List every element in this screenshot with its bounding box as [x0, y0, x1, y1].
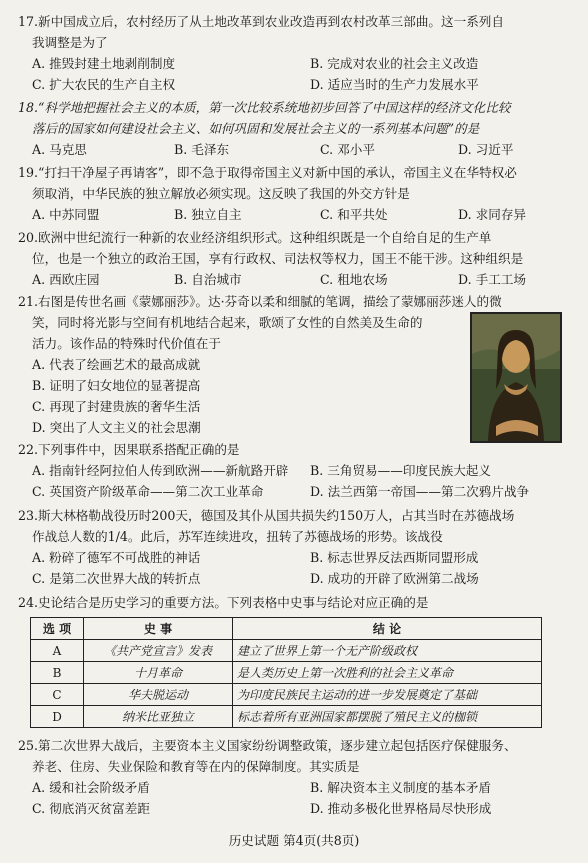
question-23: [18, 505, 574, 589]
option-b: B. 三角贸易——印度民族大起义: [310, 463, 491, 478]
table-cell: 华夫脱运动: [84, 684, 233, 706]
option-a: A. 中苏同盟: [32, 207, 100, 222]
question-text: 22.下列事件中，因果联系搭配正确的是: [18, 442, 240, 457]
table-header: 史 事: [84, 618, 233, 640]
option-d: D. 手工工场: [458, 272, 527, 287]
question-22: [18, 439, 574, 502]
question-19: [18, 162, 574, 225]
question-25: [18, 735, 574, 819]
option-b: B. 毛泽东: [174, 142, 230, 157]
option-d: D. 习近平: [458, 142, 514, 157]
option-a: A. 马克思: [32, 142, 87, 157]
table-cell: 《共产党宣言》发表: [84, 640, 233, 662]
question-text: 作战总人数的1/4。此后，苏军连续进攻，扭转了苏德战场的形势。该战役: [32, 529, 443, 544]
option-c: C. 是第二次世界大战的转折点: [32, 571, 201, 586]
table-cell: 为印度民族民主运动的进一步发展奠定了基础: [233, 684, 542, 706]
question-text: 位，也是一个独立的政治王国，享有行政权、司法权等权力，国王不能干涉。这种组织是: [32, 251, 524, 266]
table-cell: 标志着所有亚洲国家都摆脱了殖民主义的枷锁: [233, 706, 542, 728]
table-cell: A: [31, 640, 84, 662]
question-20: [18, 227, 574, 290]
question-text: 17.新中国成立后，农村经历了从土地改革到农业改造再到农村改革三部曲。这一系列自: [18, 14, 504, 29]
option-b: B. 证明了妇女地位的显著提高: [32, 378, 201, 393]
table-row: [31, 706, 542, 728]
option-a: A. 西欧庄园: [32, 272, 100, 287]
history-table: [30, 617, 542, 728]
table-row: [31, 640, 542, 662]
question-text: 笑，同时将光影与空间有机地结合起来，歌颂了女性的自然美及生命的: [32, 315, 423, 330]
option-c: C. 租地农场: [320, 272, 388, 287]
page-footer: 历史试题 第4页(共8页): [228, 833, 360, 848]
question-24: [18, 592, 574, 613]
option-a: A. 缓和社会阶级矛盾: [32, 780, 150, 795]
option-a: A. 指南针经阿拉伯人传到欧洲——新航路开辟: [32, 463, 289, 478]
question-text: 养老、住房、失业保险和教育等在内的保障制度。其实质是: [32, 759, 360, 774]
table-cell: D: [31, 706, 84, 728]
option-c: C. 扩大农民的生产自主权: [32, 77, 176, 92]
table-header: 选 项: [31, 618, 84, 640]
option-b: B. 标志世界反法西斯同盟形成: [310, 550, 479, 565]
option-b: B. 自治城市: [174, 272, 242, 287]
option-c: C. 英国资产阶级革命——第二次工业革命: [32, 484, 264, 499]
question-text: 须取消，中华民族的独立解放必须实现。这反映了我国的外交方针是: [32, 186, 410, 201]
option-a: A. 推毁封建土地剥削制度: [32, 56, 176, 71]
table-header: 结 论: [233, 618, 542, 640]
table-cell: C: [31, 684, 84, 706]
option-c: C. 和平共处: [320, 207, 388, 222]
option-d: D. 成功的开辟了欧洲第二战场: [310, 571, 479, 586]
option-c: C. 彻底消灭贫富差距: [32, 801, 150, 816]
question-text: 21.右图是传世名画《蒙娜丽莎》。达·芬奇以柔和细腻的笔调，描绘了蒙娜丽莎迷人的微: [18, 294, 502, 309]
question-text: 18.“科学地把握社会主义的本质，第一次比较系统地初步回答了中国这样的经济文化比较: [18, 100, 511, 115]
option-d: D. 突出了人文主义的社会思潮: [32, 420, 201, 435]
question-text: 落后的国家如何建设社会主义、如何巩固和发展社会主义的一系列基本问题”的是: [32, 121, 480, 136]
option-c: C. 再现了封建贵族的奢华生活: [32, 399, 201, 414]
question-text: 23.斯大林格勒战役历时200天，德国及其仆从国共损失约150万人，占其当时在苏德战场: [18, 508, 515, 523]
question-text: 19.“打扫干净屋子再请客”，即不急于取得帝国主义对新中国的承认，帝国主义在华特权必: [18, 165, 517, 180]
table-cell: 纳米比亚独立: [84, 706, 233, 728]
question-17: [18, 11, 574, 95]
option-a: A. 代表了绘画艺术的最高成就: [32, 357, 201, 372]
table-cell: B: [31, 662, 84, 684]
table-header-row: [31, 618, 542, 640]
option-b: B. 完成对农业的社会主义改造: [310, 56, 479, 71]
question-18: [18, 97, 574, 160]
option-b: B. 独立自主: [174, 207, 242, 222]
table-cell: 十月革命: [84, 662, 233, 684]
question-text: 25.第二次世界大战后，主要资本主义国家纷纷调整政策，逐步建立起包括医疗保健服务、: [18, 738, 517, 753]
question-text: 活力。该作品的特殊时代价值在于: [32, 336, 221, 351]
option-d: D. 法兰西第一帝国——第二次鸦片战争: [310, 484, 530, 499]
option-d: D. 求同存异: [458, 207, 527, 222]
option-d: D. 推动多极化世界格局尽快形成: [310, 801, 492, 816]
mona-lisa-image: [470, 312, 562, 443]
question-text: 20.欧洲中世纪流行一种新的农业经济组织形式。这种组织既是一个自给自足的生产单: [18, 230, 492, 245]
option-c: C. 邓小平: [320, 142, 375, 157]
option-a: A. 粉碎了德军不可战胜的神话: [32, 550, 201, 565]
question-text: 我调整是为了: [32, 35, 108, 50]
option-b: B. 解决资本主义制度的基本矛盾: [310, 780, 491, 795]
question-text: 24.史论结合是历史学习的重要方法。下列表格中史事与结论对应正确的是: [18, 595, 429, 610]
option-d: D. 适应当时的生产力发展水平: [310, 77, 479, 92]
table-row: [31, 684, 542, 706]
table-cell: 建立了世界上第一个无产阶级政权: [233, 640, 542, 662]
table-cell: 是人类历史上第一次胜利的社会主义革命: [233, 662, 542, 684]
table-row: [31, 662, 542, 684]
